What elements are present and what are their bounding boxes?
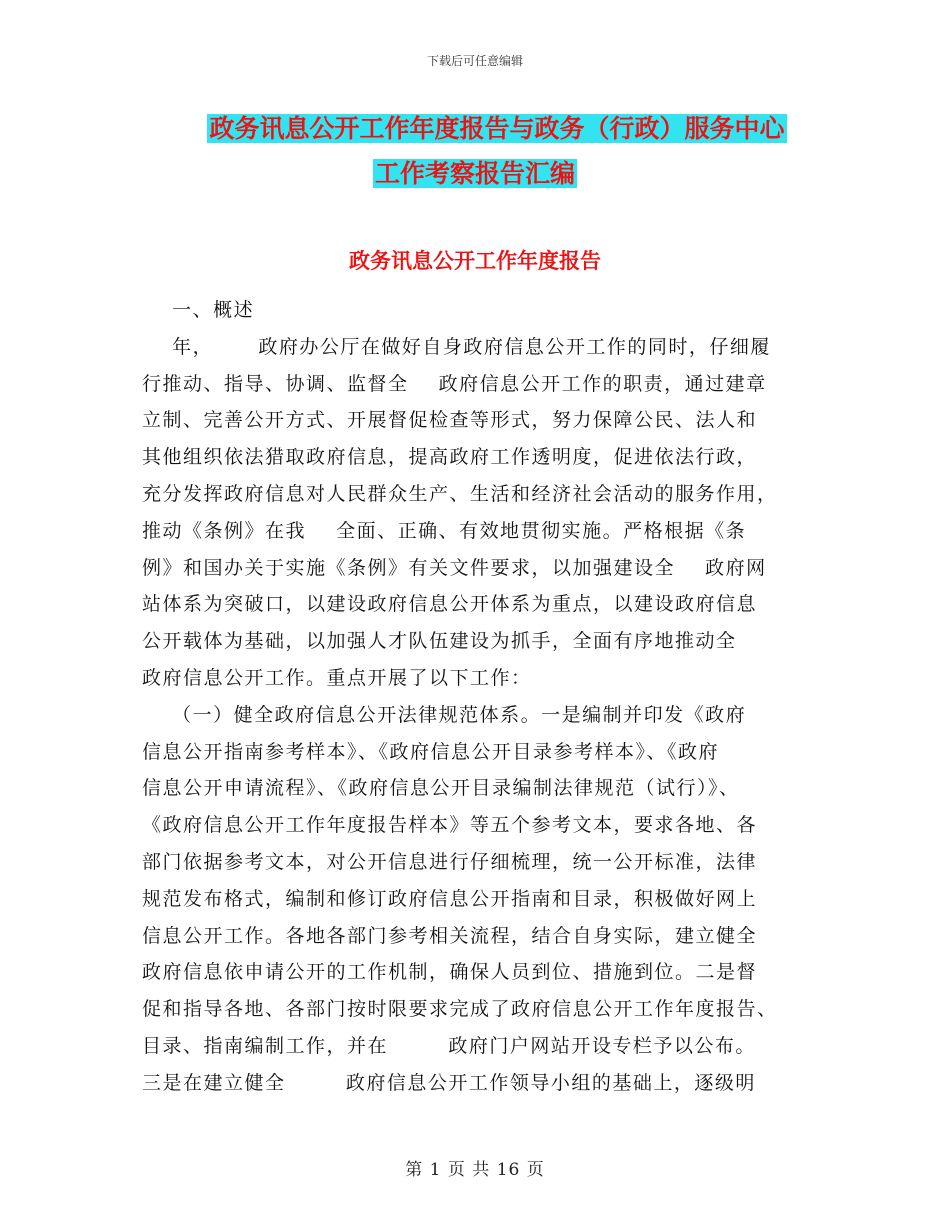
- body-line: 政府信息依申请公开的工作机制，确保人员到位、措施到位。二是督: [142, 961, 758, 984]
- body-line: 信息公开工作。各地各部门参考相关流程，结合自身实际，建立健全: [142, 924, 758, 947]
- body-line: 政府信息公开工作。重点开展了以下工作：: [142, 666, 532, 689]
- body-line: 促和指导各地、各部门按时限要求完成了政府信息公开工作年度报告、: [142, 998, 778, 1021]
- body-line: 年， 政府办公厅在做好自身政府信息公开工作的同时，仔细履: [142, 335, 771, 358]
- body-line: 信息公开指南参考样本》、《政府信息公开目录参考样本》、《政府: [142, 740, 720, 763]
- body-line: 充分发挥政府信息对人民群众生产、生活和经济社会活动的服务作用，: [142, 482, 778, 505]
- body-line: 三是在建立健全 政府信息公开工作领导小组的基础上，逐级明: [142, 1071, 756, 1094]
- body-line: 其他组织依法猎取政府信息，提高政府工作透明度，促进依法行政，: [142, 446, 758, 469]
- body-line: 公开载体为基础，以加强人才队伍建设为抓手，全面有序地推动全: [142, 630, 737, 653]
- section-title: 政务讯息公开工作年度报告: [349, 248, 601, 273]
- document-title-line-1: [22, 110, 950, 148]
- body-line: 信息公开申请流程》、《政府信息公开目录编制法律规范（试行）》、: [142, 777, 740, 800]
- body-line: （一）健全政府信息公开法律规范体系。一是编制并印发《政府: [142, 703, 747, 726]
- page-header-note: 下载后可任意编辑: [426, 54, 523, 68]
- body-line: 部门依据参考文本，对公开信息进行仔细梳理，统一公开标准，法律: [142, 850, 758, 873]
- body-line: 例》和国办关于实施《条例》有关文件要求，以加强建设全 政府网: [142, 556, 767, 579]
- document-title-line-2-text: 工作考察报告汇编: [374, 159, 575, 188]
- body-line: 规范发布格式，编制和修订政府信息公开指南和目录，积极做好网上: [142, 887, 758, 910]
- body-line: 一、概述: [142, 299, 255, 321]
- body-line: 立制、完善公开方式、开展督促检查等形式，努力保障公民、法人和: [142, 409, 758, 432]
- body-line: 《政府信息公开工作年度报告样本》等五个参考文本，要求各地、各: [142, 814, 758, 837]
- body-text: [142, 292, 810, 1102]
- body-line: 目录、指南编制工作，并在 政府门户网站开设专栏予以公布。: [142, 1034, 756, 1057]
- document-title-line-1-text: 政务讯息公开工作年度报告与政务（行政）服务中心: [209, 114, 785, 143]
- body-line: 推动《条例》在我 全面、正确、有效地贯彻实施。严格根据《条: [142, 519, 747, 542]
- page-number: 第 1 页 共 16 页: [405, 1160, 545, 1180]
- body-line: 站体系为突破口，以建设政府信息公开体系为重点，以建设政府信息: [142, 593, 758, 616]
- body-line: 行推动、指导、协调、监督全 政府信息公开工作的职责，通过建章: [142, 372, 767, 395]
- document-title-line-2: [0, 155, 950, 193]
